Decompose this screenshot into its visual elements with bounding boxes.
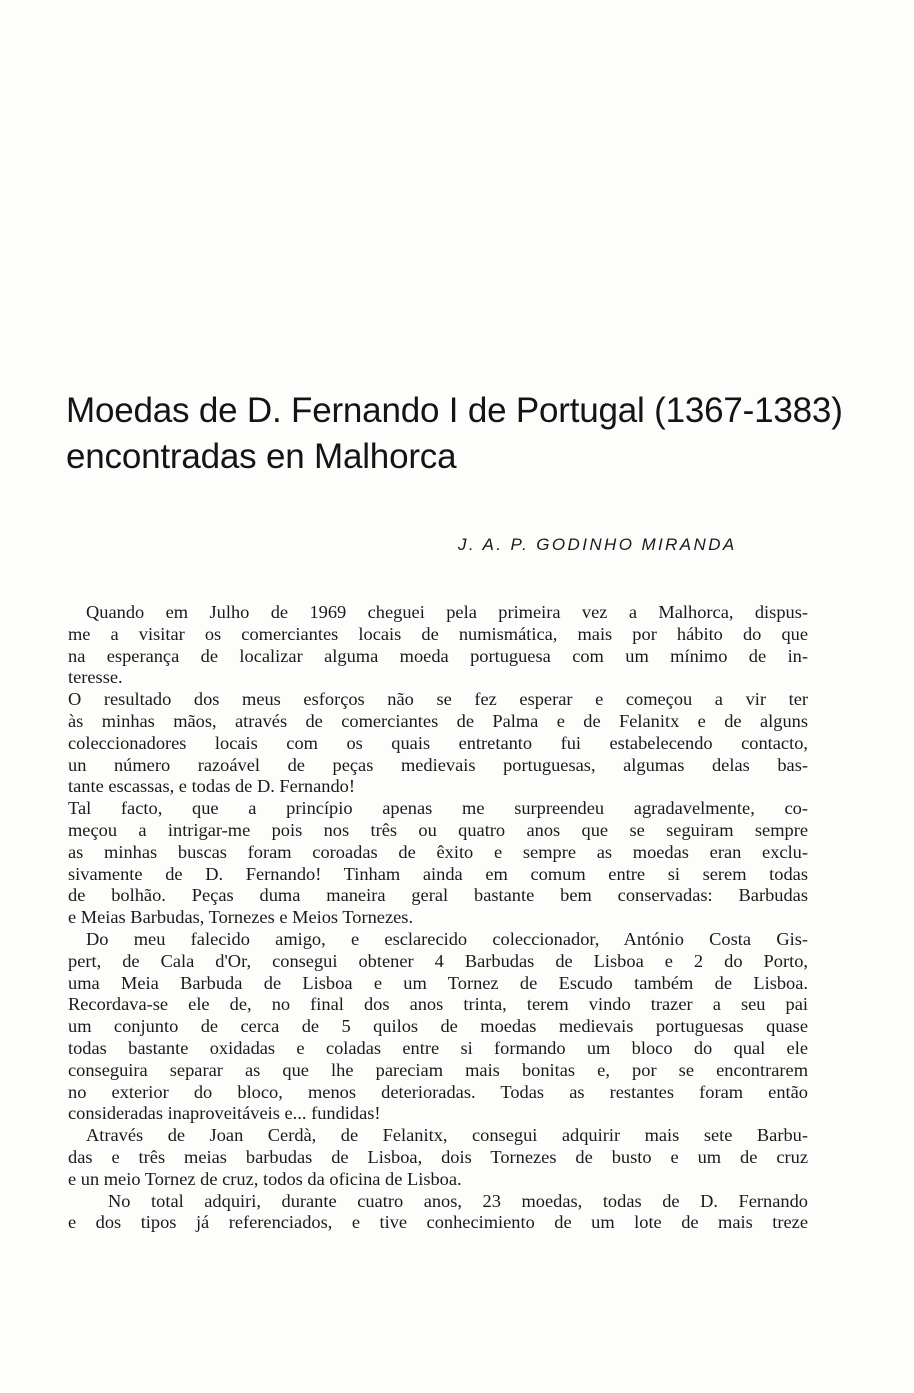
body-text-line: consideradas inaproveitáveis e... fundidas! [68, 1103, 381, 1124]
body-text-line: O resultado dos meus esforços não se fez esperar e começou a vir ter [68, 689, 808, 710]
body-text-line: e Meias Barbudas, Tornezes e Meios Tornezes. [68, 907, 414, 928]
body-text-line: No total adquiri, durante cuatro anos, 23 moedas, todas de D. Fernando [108, 1190, 808, 1211]
body-text-line: um conjunto de cerca de 5 quilos de moedas medievais portuguesas quase [68, 1016, 808, 1037]
body-text-line: pert, de Cala d'Or, consegui obtener 4 Barbudas de Lisboa e 2 do Porto, [68, 950, 808, 971]
body-text-line: as minhas buscas foram coroadas de êxito e sempre as moedas eran exclu- [68, 841, 808, 862]
body-text-line: de bolhão. Peças duma maneira geral bastante bem conservadas: Barbudas [68, 885, 808, 906]
body-text-line: tante escassas, e todas de D. Fernando! [68, 776, 356, 797]
body-text-line: uma Meia Barbuda de Lisboa e um Tornez de Escudo também de Lisboa. [68, 972, 808, 993]
body-text-line: e dos tipos já referenciados, e tive conhecimiento de um lote de mais treze [68, 1212, 808, 1233]
title-line: Moedas de D. Fernando I de Portugal (1367-1383) [66, 391, 843, 430]
author-name: J. A. P. GODINHO MIRANDA [458, 535, 737, 554]
body-text-line: Do meu falecido amigo, e esclarecido coleccionador, António Costa Gis- [86, 928, 808, 949]
body-text-line: Através de Joan Cerdà, de Felanitx, consegui adquirir mais sete Barbu- [86, 1125, 808, 1146]
body-text-line: meçou a intrigar-me pois nos três ou quatro anos que se seguiram sempre [68, 819, 808, 840]
body-text-line: Tal facto, que a princípio apenas me surpreendeu agradavelmente, co- [68, 798, 808, 819]
body-text-line: no exterior do bloco, menos deterioradas. Todas as restantes foram então [68, 1081, 808, 1102]
body-text-line: un número razoável de peças medievais portuguesas, algumas delas bas- [68, 754, 808, 775]
body-text-line: na esperança de localizar alguma moeda portuguesa com um mínimo de in- [68, 645, 808, 666]
body-text-line: das e três meias barbudas de Lisboa, dois Tornezes de busto e um de cruz [68, 1146, 808, 1167]
body-text-line: teresse. [68, 667, 123, 688]
body-text-line: sivamente de D. Fernando! Tinham ainda em comum entre si serem todas [68, 863, 808, 884]
article-title [66, 388, 866, 480]
body-text-line: me a visitar os comerciantes locais de numismática, mais por hábito do que [68, 623, 808, 644]
body-text-line: Recordava-se ele de, no final dos anos trinta, terem vindo trazer a seu pai [68, 994, 808, 1015]
body-text-line: e un meio Tornez de cruz, todos da oficina de Lisboa. [68, 1168, 462, 1189]
article-body [68, 602, 808, 1234]
body-text-line: todas bastante oxidadas e coladas entre si formando um bloco do qual ele [68, 1037, 808, 1058]
body-text-line: Quando em Julho de 1969 cheguei pela primeira vez a Malhorca, dispus- [86, 602, 808, 622]
body-text-line: coleccionadores locais com os quais entretanto fui estabelecendo contacto, [68, 732, 808, 753]
body-text-line: conseguira separar as que lhe pareciam mais bonitas e, por se encontrarem [68, 1059, 808, 1080]
title-line: encontradas en Malhorca [66, 437, 457, 476]
body-text-line: às minhas mãos, através de comerciantes de Palma e de Felanitx e de alguns [68, 710, 808, 731]
